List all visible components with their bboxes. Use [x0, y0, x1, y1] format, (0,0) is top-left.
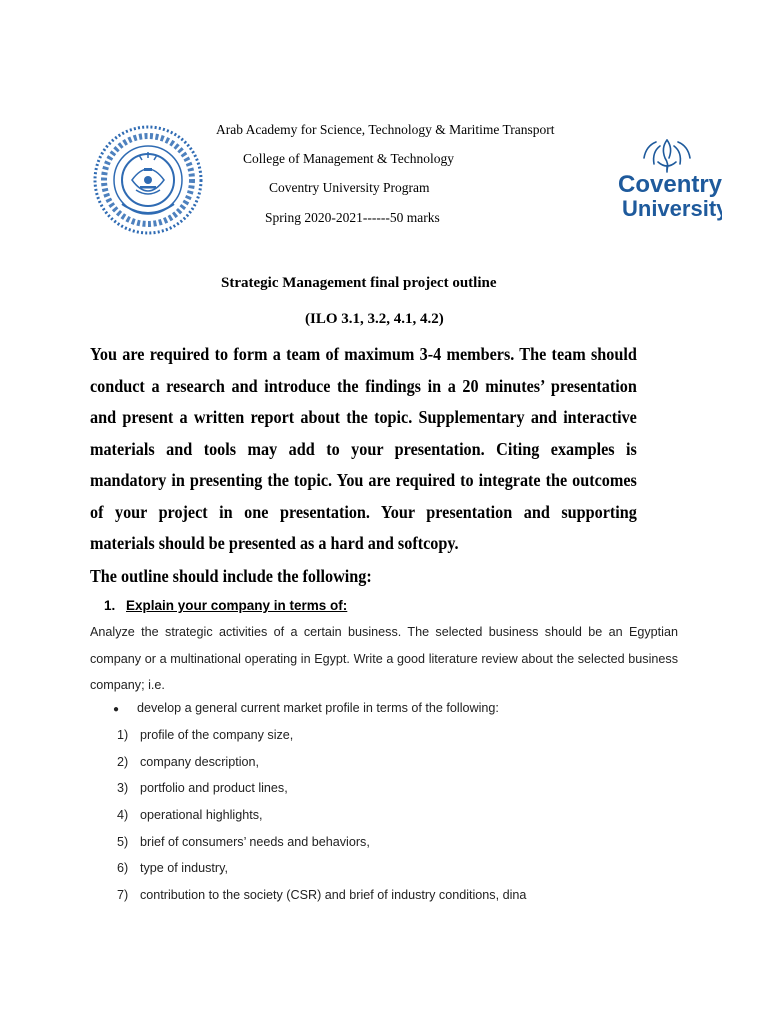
list-item-number: 5) — [117, 834, 129, 849]
coventry-university-logo — [612, 136, 722, 222]
list-item-number: 1) — [117, 728, 129, 742]
header-program: Coventry University Program — [269, 180, 430, 195]
list-item-text: portfolio and product lines, — [140, 781, 288, 796]
header-term-marks: Spring 2020-2021------50 marks — [265, 210, 440, 225]
list-item-number: 3) — [117, 781, 129, 796]
list-item — [117, 808, 526, 835]
list-item — [117, 861, 526, 888]
market-profile-list — [117, 728, 526, 915]
list-item — [117, 888, 526, 915]
list-item — [117, 728, 526, 755]
list-item — [117, 755, 526, 782]
list-item-text: company description, — [140, 754, 260, 769]
list-item-text: operational highlights, — [140, 808, 263, 823]
header-college: College of Management & Technology — [243, 151, 455, 166]
header-institution: Arab Academy for Science, Technology & Maritime Transport — [216, 122, 555, 137]
market-profile-bullet — [113, 701, 499, 715]
bullet-text: develop a general current market profile in terms of the following: — [137, 701, 499, 715]
list-item-text: contribution to the society (CSR) and brief of industry conditions, dina — [140, 888, 527, 903]
section-1-number: 1. — [104, 598, 116, 613]
aast-logo — [92, 124, 204, 236]
list-item-text: profile of the company size, — [140, 728, 294, 742]
bullet-icon: ● — [113, 704, 120, 715]
list-item-text: brief of consumers’ needs and behaviors, — [140, 834, 370, 849]
list-item-number: 7) — [117, 888, 129, 903]
coventry-wordmark-line1: Coventry — [618, 171, 722, 198]
coventry-wordmark-line2: University — [622, 196, 722, 221]
section-1-paragraph: Analyze the strategic activities of a certain business. The selected business should be an Egyptian company or a multinational operating in Egypt. Write a good literature review about the selected business company; i.e. — [90, 625, 678, 692]
outline-heading: The outline should include the following: — [90, 566, 372, 586]
coventry-phoenix-icon — [612, 136, 722, 222]
list-item-text: type of industry, — [140, 861, 228, 876]
list-item — [117, 781, 526, 808]
list-item-number: 4) — [117, 808, 129, 823]
section-1-heading — [104, 598, 347, 613]
list-item-number: 6) — [117, 861, 129, 876]
document-subtitle: (ILO 3.1, 3.2, 4.1, 4.2) — [305, 311, 444, 327]
list-item-number: 2) — [117, 754, 129, 769]
section-1-title: Explain your company in terms of: — [126, 598, 348, 613]
list-item — [117, 835, 526, 862]
aast-emblem-icon — [92, 124, 204, 236]
document-title: Strategic Management final project outline — [221, 275, 497, 291]
intro-paragraph: You are required to form a team of maximum 3-4 members. The team should conduct a research and introduce the findings in a 20 minutes’ presentation and present a written report about the topic. Supplementary and interactive materials and tools may add to your presentation. Citing examples is mandatory in presenting the topic. You are required to integrate the outcomes of your project in one presentation. Your presentation and supporting materials should be presented as a hard and softcopy. — [90, 344, 637, 553]
